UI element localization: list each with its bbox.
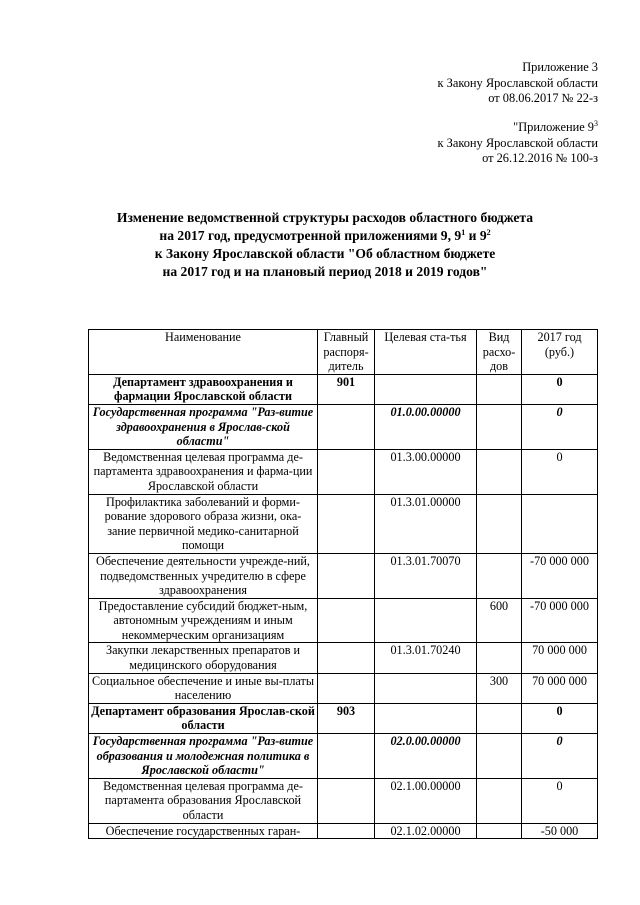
cell-manager: 903: [318, 703, 375, 733]
table-row: [89, 778, 598, 823]
header-kind: Вид расхо-дов: [477, 330, 522, 375]
cell-amount: -50 000: [522, 823, 598, 839]
cell-kind: [477, 703, 522, 733]
table-header-row: [89, 330, 598, 375]
cell-kind: [477, 404, 522, 449]
cell-kind: [477, 494, 522, 553]
cell-name: Предоставление субсидий бюджет-ным, автономным учреждениям и иным некоммерческим организациям: [89, 598, 318, 643]
cell-amount: 0: [522, 374, 598, 404]
cell-manager: [318, 823, 375, 839]
cell-name: Департамент образования Ярослав-ской области: [89, 703, 318, 733]
annex-amended-line3: от 26.12.2016 № 100-з: [482, 151, 598, 165]
title-line2-part1: на 2017 год, предусмотренной приложениями 9, 9: [159, 228, 462, 243]
cell-article: [375, 598, 477, 643]
cell-amount: 0: [522, 734, 598, 779]
cell-amount: 70 000 000: [522, 643, 598, 673]
cell-name: Государственная программа "Раз-витие здравоохранения в Ярослав-ской области": [89, 404, 318, 449]
cell-article: 01.3.01.70240: [375, 643, 477, 673]
cell-kind: [477, 553, 522, 598]
table-row: [89, 374, 598, 404]
cell-name: Ведомственная целевая программа де-партамента образования Ярославской области: [89, 778, 318, 823]
cell-article: 01.3.01.00000: [375, 494, 477, 553]
cell-kind: [477, 778, 522, 823]
cell-kind: [477, 449, 522, 494]
cell-kind: 300: [477, 673, 522, 703]
annex-amended-line2: к Закону Ярославской области: [437, 135, 598, 150]
cell-amount: 0: [522, 778, 598, 823]
cell-amount: 0: [522, 703, 598, 733]
header-amount: 2017 год (руб.): [522, 330, 598, 375]
title-line1: Изменение ведомственной структуры расходов областного бюджета: [116, 210, 534, 225]
table-row: [89, 494, 598, 553]
header-name: Наименование: [89, 330, 318, 375]
annex-current-line2: к Закону Ярославской области: [437, 75, 598, 90]
cell-article: [375, 673, 477, 703]
cell-manager: [318, 553, 375, 598]
cell-name: Закупки лекарственных препаратов и медицинского оборудования: [89, 643, 318, 673]
cell-kind: [477, 734, 522, 779]
annex-amended-header: [438, 120, 599, 167]
title-sup1: 1: [461, 228, 466, 237]
annex-amended-sup: 3: [594, 119, 598, 128]
cell-article: 01.3.00.00000: [375, 449, 477, 494]
table-row: [89, 598, 598, 643]
title-line3: к Закону Ярославской области "Об областном бюджете: [154, 246, 496, 261]
document-title: [60, 209, 590, 281]
cell-manager: [318, 734, 375, 779]
cell-amount: [522, 494, 598, 553]
cell-article: [375, 374, 477, 404]
cell-name: Департамент здравоохранения и фармации Ярославской области: [89, 374, 318, 404]
cell-article: 01.0.00.00000: [375, 404, 477, 449]
table-row: [89, 734, 598, 779]
cell-name: Государственная программа "Раз-витие образования и молодежная политика в Ярославской области": [89, 734, 318, 779]
cell-name: Обеспечение государственных гаран-: [89, 823, 318, 839]
table-row: [89, 703, 598, 733]
cell-kind: [477, 643, 522, 673]
cell-name: Ведомственная целевая программа де-партамента здравоохранения и фарма-ции Ярославской области: [89, 449, 318, 494]
cell-amount: -70 000 000: [522, 598, 598, 643]
title-line4: на 2017 год и на плановый период 2018 и 2019 годов": [162, 264, 488, 279]
cell-article: 01.3.01.70070: [375, 553, 477, 598]
title-line2: [60, 227, 590, 245]
table-row: [89, 553, 598, 598]
cell-manager: [318, 778, 375, 823]
cell-article: 02.1.00.00000: [375, 778, 477, 823]
annex-current-line3: от 08.06.2017 № 22-з: [488, 91, 598, 105]
header-manager: Главный распоря-дитель: [318, 330, 375, 375]
cell-manager: [318, 643, 375, 673]
cell-article: 02.0.00.00000: [375, 734, 477, 779]
header-article: Целевая ста-тья: [375, 330, 477, 375]
annex-amended-prefix: "Приложение 9: [513, 120, 594, 134]
cell-name: Социальное обеспечение и иные вы-платы населению: [89, 673, 318, 703]
annex-current-header: [438, 60, 599, 107]
cell-manager: 901: [318, 374, 375, 404]
annex-amended-line1: [438, 120, 599, 136]
cell-amount: -70 000 000: [522, 553, 598, 598]
table-row: [89, 449, 598, 494]
cell-name: Профилактика заболеваний и форми-рование здорового образа жизни, ока-зание первичной медико-санитарной помощи: [89, 494, 318, 553]
annex-current-line1: Приложение 3: [522, 60, 598, 74]
cell-manager: [318, 673, 375, 703]
cell-article: [375, 703, 477, 733]
cell-manager: [318, 449, 375, 494]
cell-amount: 70 000 000: [522, 673, 598, 703]
cell-name: Обеспечение деятельности учрежде-ний, подведомственных учредителю в сфере здравоохранения: [89, 553, 318, 598]
table-row: [89, 673, 598, 703]
table-body: [89, 374, 598, 838]
cell-manager: [318, 404, 375, 449]
cell-manager: [318, 598, 375, 643]
title-line2-part2: и 9: [465, 228, 487, 243]
table-row: [89, 643, 598, 673]
cell-kind: [477, 823, 522, 839]
cell-amount: 0: [522, 404, 598, 449]
cell-amount: 0: [522, 449, 598, 494]
table-row: [89, 404, 598, 449]
cell-kind: [477, 374, 522, 404]
table-row: [89, 823, 598, 839]
cell-article: 02.1.02.00000: [375, 823, 477, 839]
cell-kind: 600: [477, 598, 522, 643]
cell-manager: [318, 494, 375, 553]
title-sup2: 2: [486, 228, 491, 237]
expenditure-table: [88, 329, 598, 839]
